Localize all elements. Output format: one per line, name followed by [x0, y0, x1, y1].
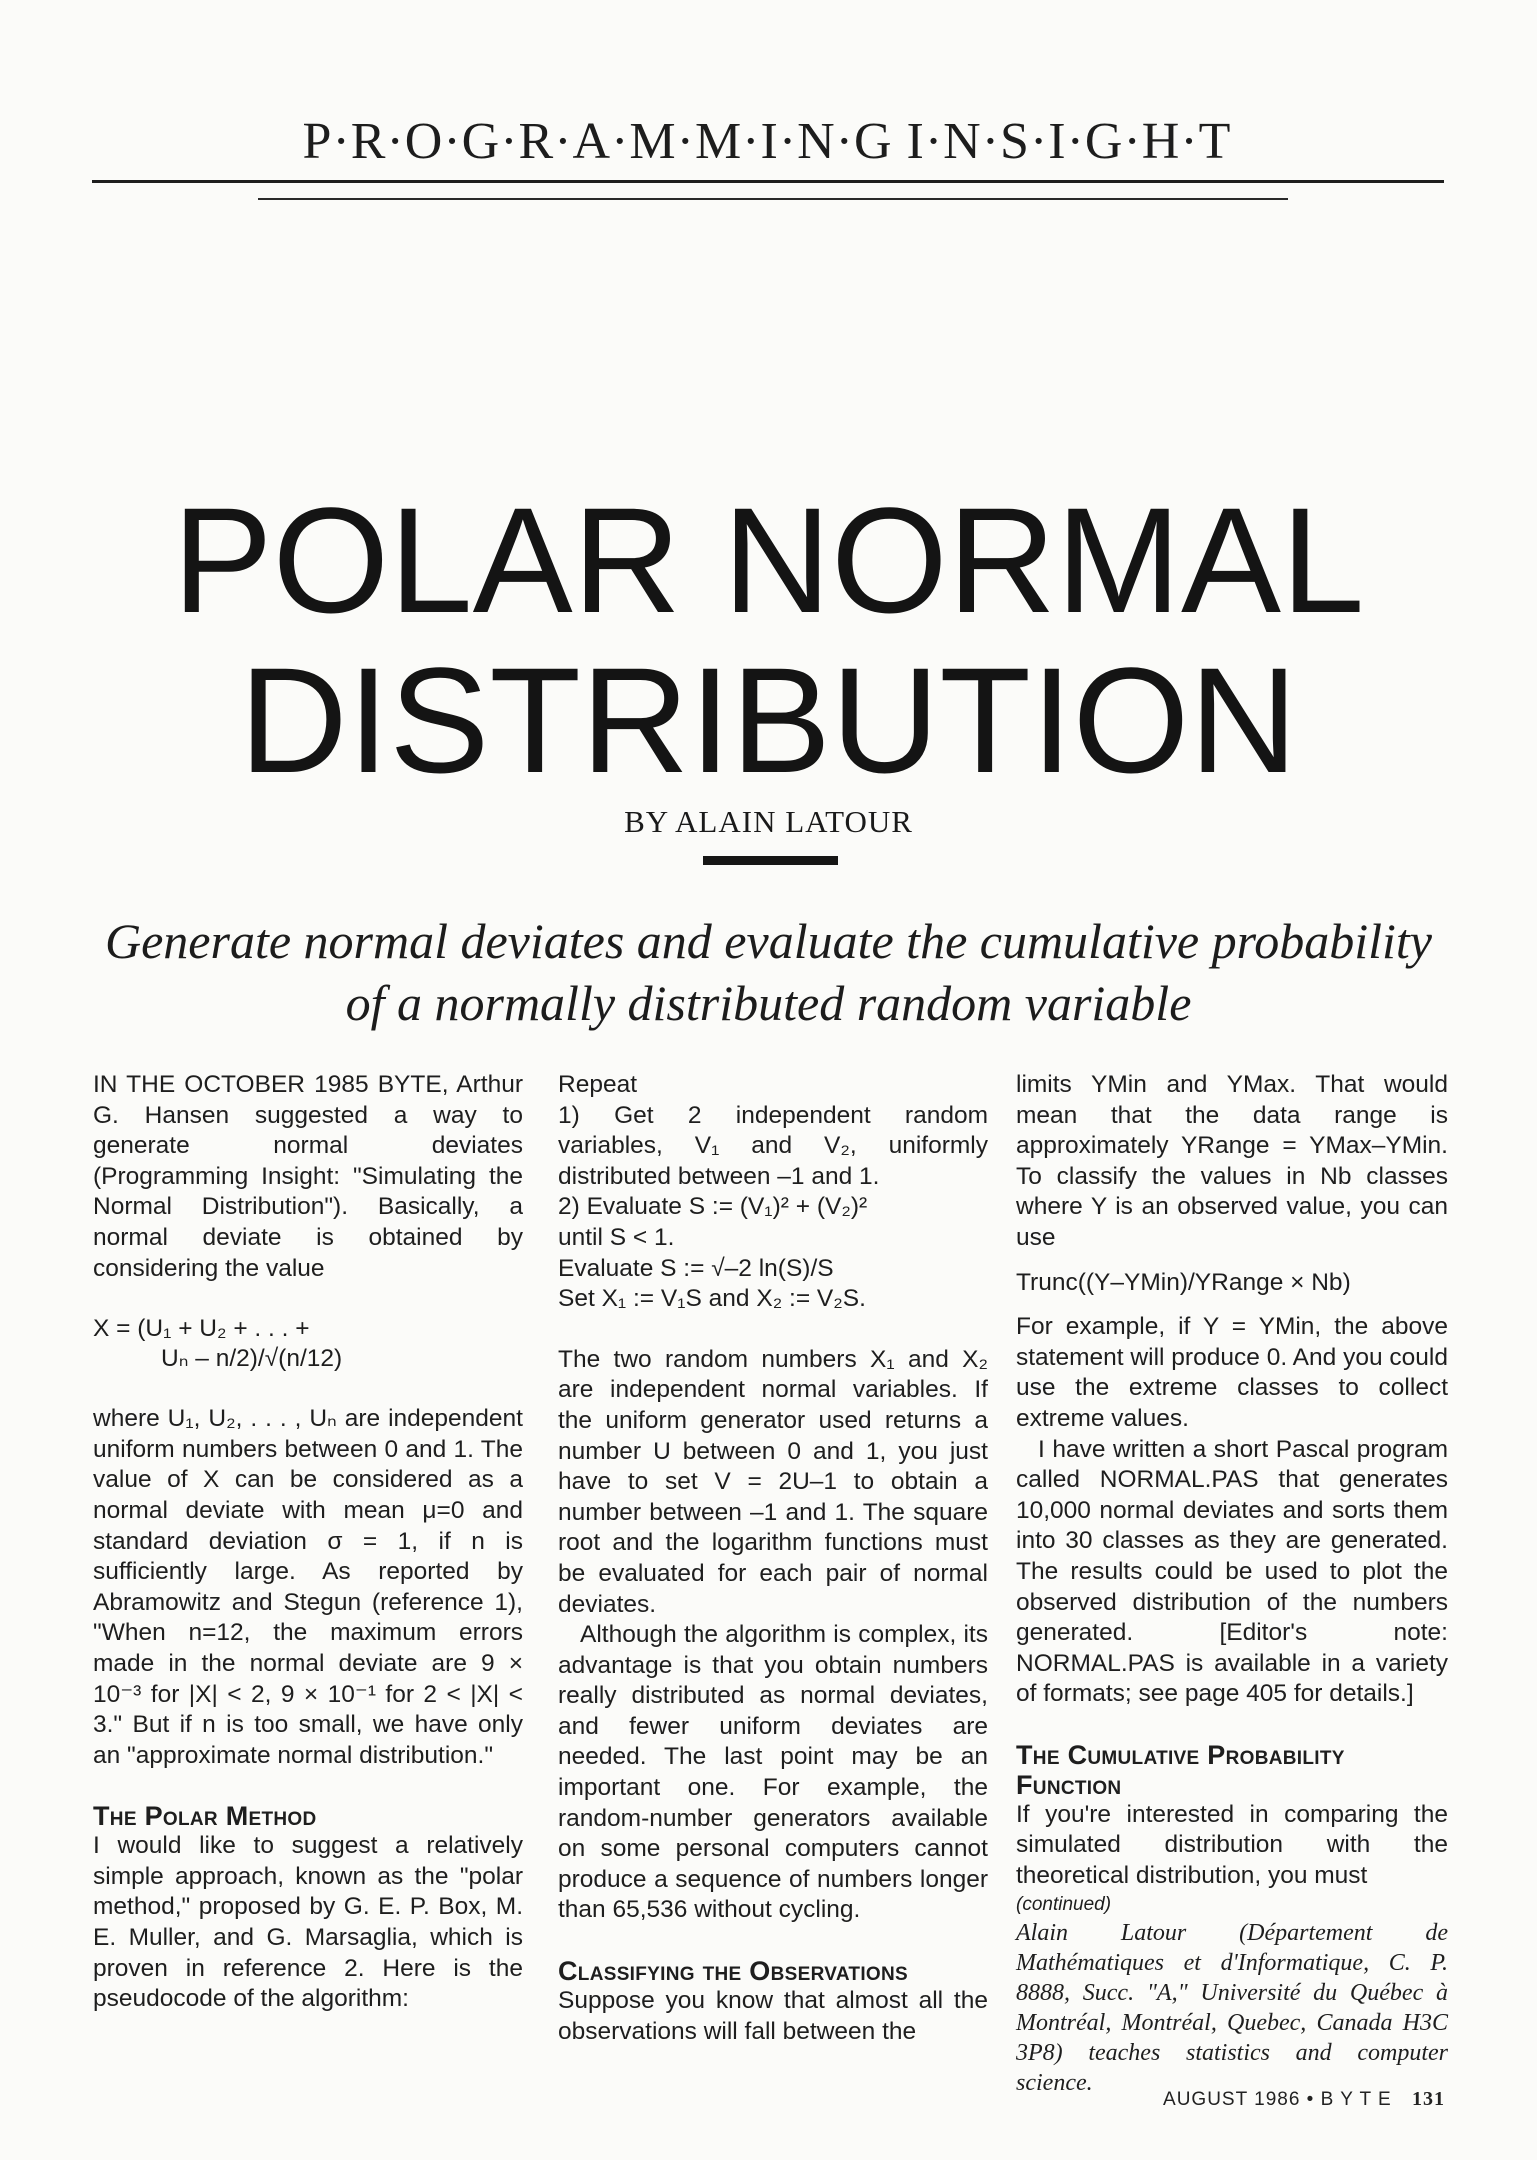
col3-paragraph-3: I have written a short Pascal program called NORMAL.PAS that generates 10,000 normal deviates and sorts them into 30 classes as they are generated. The results could be used to plot the observed distribution of the numbers generated. [Editor's note: NORMAL.PAS is available in a variety of formats; see page 405 for details.] — [1016, 1435, 1448, 1708]
section-header: P·R·O·G·R·A·M·M·I·N·G I·N·S·I·G·H·T — [302, 113, 1232, 170]
title-line-2: DISTRIBUTION — [239, 636, 1298, 804]
col1-paragraph-3: I would like to suggest a relatively simple approach, known as the "polar method," proposed by G. E. P. Box, M. E. Muller, and G. Marsaglia, which is proven in reference 2. Here is the pseudocode of the algorithm: — [93, 1832, 523, 2013]
page-footer — [1163, 2088, 1445, 2111]
byline-bar — [703, 856, 838, 865]
subtitle-line-1: Generate normal deviates and evaluate the cumulative probability — [105, 913, 1432, 969]
column-3 — [1016, 1070, 1448, 2098]
heading-classifying: Classifying the Observations — [558, 1956, 908, 1987]
pseudocode-line: Set X₁ := V₁S and X₂ := V₂S. — [558, 1285, 866, 1313]
hansen-formula — [93, 1314, 523, 1374]
article-subtitle — [80, 910, 1457, 1034]
title-line-1: POLAR NORMAL — [172, 476, 1365, 644]
author-bio: Alain Latour (Département de Mathématiques et d'Informatique, C. P. 8888, Succ. "A," Université du Québec à Montréal, Montréal, Quebec, Canada H3C 3P8) teaches statistics and computer science. — [1016, 1919, 1448, 2096]
pseudocode-line: Repeat — [558, 1071, 638, 1098]
heading-cumulative: The Cumulative Probability Function — [1016, 1739, 1345, 1800]
col3-paragraph-2: For example, if Y = YMin, the above statement will produce 0. And you could use the extreme classes to collect extreme values. — [1016, 1313, 1448, 1432]
issue-label: AUGUST 1986 • B Y T E — [1163, 2089, 1392, 2110]
header-rule-thick — [92, 180, 1444, 183]
formula-line-2: Uₙ – n/2)/√(n/12) — [161, 1345, 343, 1373]
page-number: 131 — [1412, 2088, 1445, 2110]
formula-line-1: X = (U₁ + U₂ + . . . + — [93, 1315, 310, 1343]
col3-paragraph-4: If you're interested in comparing the simulated distribution with the theoretical distribution, you must — [1016, 1800, 1448, 1890]
classify-formula: Trunc((Y–YMin)/YRange × Nb) — [1016, 1268, 1351, 1296]
column-2 — [558, 1070, 988, 2047]
pseudocode-line: 1) Get 2 independent random variables, V₁ and V₂, uniformly distributed between –1 and 1. — [558, 1101, 988, 1190]
pseudocode-line: until S < 1. — [558, 1223, 675, 1251]
header-rule-thin — [258, 198, 1288, 200]
col3-paragraph-1: limits YMin and YMax. That would mean that the data range is approximately YRange = YMax–YMin. To classify the values in Nb classes where Y is an observed value, you can use — [1016, 1071, 1448, 1251]
col1-paragraph-1: IN THE OCTOBER 1985 BYTE, Arthur G. Hansen suggested a way to generate normal deviates (Programming Insight: "Simulating the Normal Distribution"). Basically, a normal deviate is obtained by considering the value — [93, 1071, 523, 1282]
col2-paragraph-2: Although the algorithm is complex, its advantage is that you obtain numbers really distributed as normal deviates, and fewer uniform deviates are needed. The last point may be an important one. For example, the random-number generators available on some personal computers cannot produce a sequence of numbers longer than 65,536 without cycling. — [558, 1621, 988, 1924]
col2-paragraph-1: The two random numbers X₁ and X₂ are independent normal variables. If the uniform generator used returns a number U between 0 and 1, you just have to set V = 2U–1 to obtain a number between –1 and 1. The square root and the logarithm functions must be evaluated for each pair of normal deviates. — [558, 1345, 988, 1618]
pseudocode-block — [558, 1070, 988, 1315]
article-title — [60, 476, 1477, 804]
continued-label: (continued) — [1016, 1893, 1112, 1915]
col1-paragraph-2: where U₁, U₂, . . . , Uₙ are independent uniform numbers between 0 and 1. The value of X can be considered as a normal deviate with mean μ=0 and standard deviation σ = 1, if n is sufficiently large. As reported by Abramowitz and Stegun (reference 1), "When n=12, the maximum errors made in the normal deviate are 9 × 10⁻³ for |X| < 2, 9 × 10⁻¹ for 2 < |X| < 3." But if n is too small, we have only an "approximate normal distribution." — [93, 1405, 523, 1769]
pseudocode-line: 2) Evaluate S := (V₁)² + (V₂)² — [558, 1193, 868, 1221]
column-1 — [93, 1070, 523, 2015]
col2-paragraph-3: Suppose you know that almost all the observations will fall between the — [558, 1987, 988, 2045]
byline: BY ALAIN LATOUR — [624, 804, 913, 839]
pseudocode-line: Evaluate S := √–2 ln(S)/S — [558, 1254, 834, 1282]
subtitle-line-2: of a normally distributed random variable — [345, 975, 1192, 1031]
heading-polar-method: The Polar Method — [93, 1801, 317, 1832]
